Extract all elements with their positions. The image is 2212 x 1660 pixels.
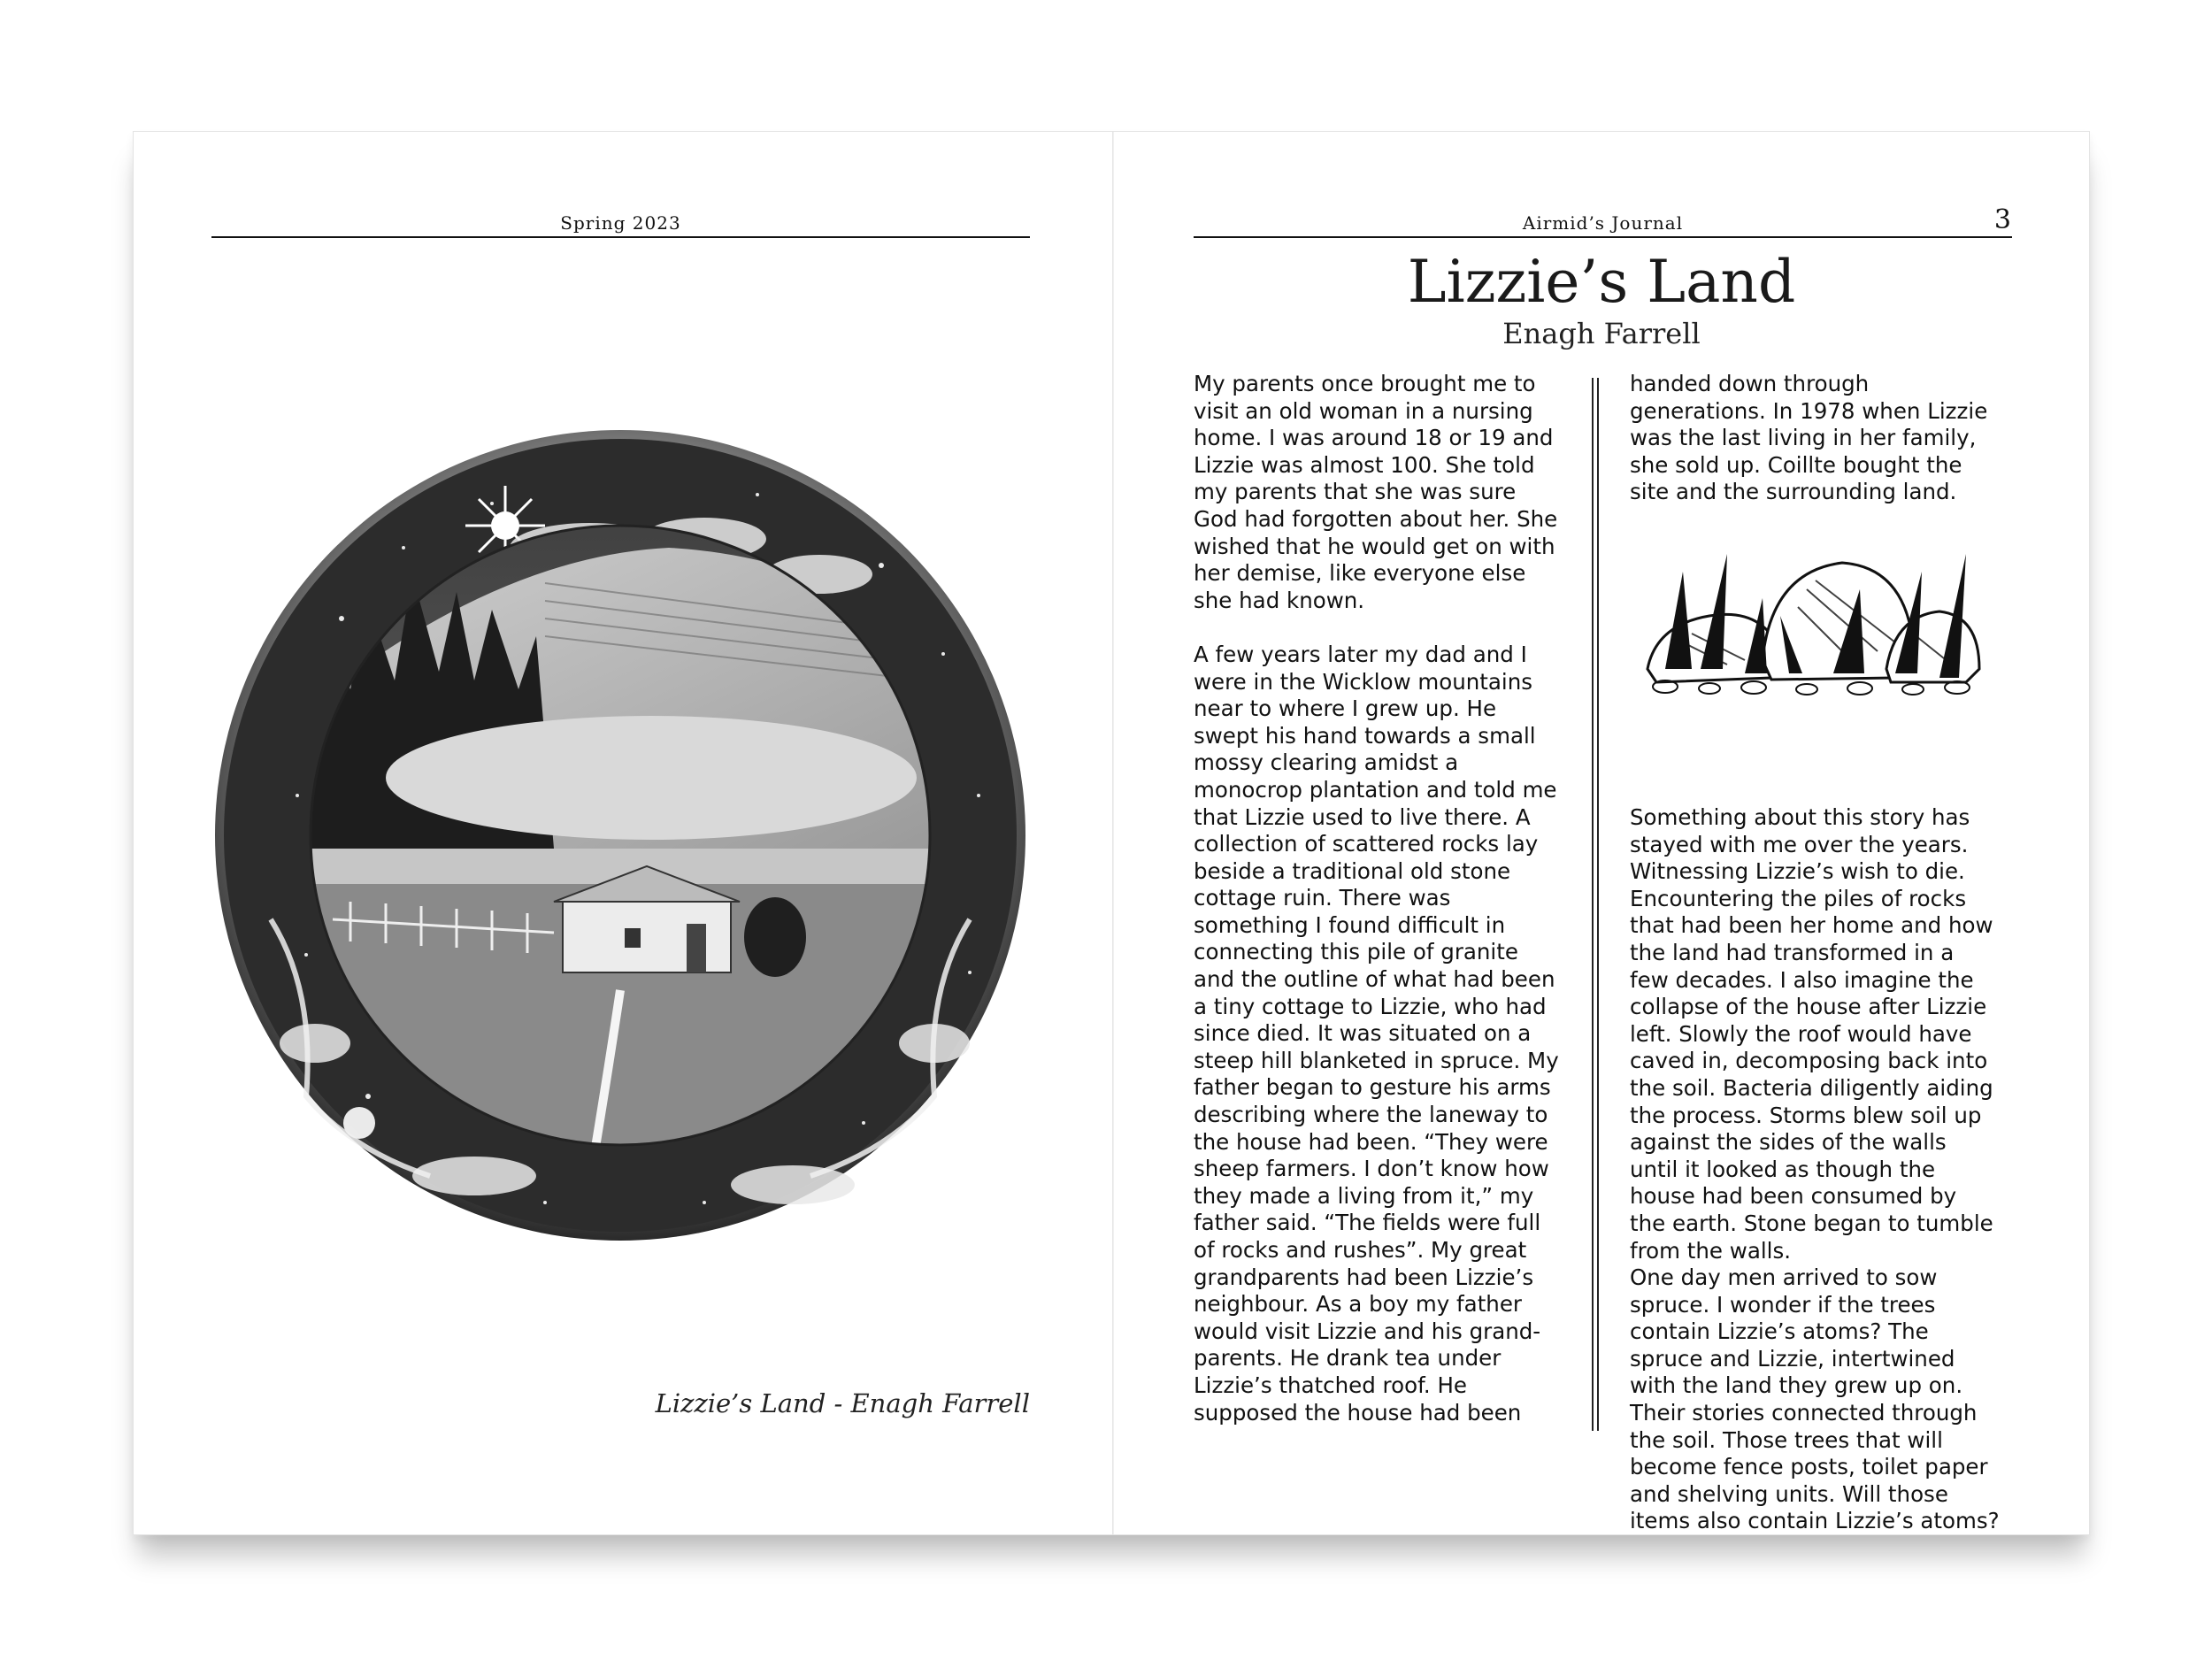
article-column-left	[1194, 371, 1574, 1426]
left-page	[134, 132, 1112, 1534]
paragraph: Something about this story has stayed with me over the years. Witnessing Lizzie’s wish to die. Encountering the piles of rocks that had been her home and how the land had transformed in a few decades. I also imagine the collapse of the house after Lizzie left. Slowly the roof would have caved in, decomposing back into the soil. Bacteria diligently aiding the process. Storms blew soil up against the sides of the walls until it looked as though the house had been consumed by the earth. Stone began to tumble from the walls.	[1630, 804, 1993, 1264]
article-author: Enagh Farrell	[1502, 317, 1701, 350]
rocks-and-grass-sketch-icon	[1630, 519, 1988, 696]
right-page	[1114, 132, 2089, 1534]
illustration-caption: Lizzie’s Land - Enagh Farrell	[655, 1388, 1030, 1418]
column-divider	[1592, 378, 1599, 1431]
running-head-right	[1194, 204, 2012, 238]
paragraph: One day men arrived to sow spruce. I wonder if the trees contain Lizzie’s atoms? The spruce and Lizzie, intertwined with the land they grew up on. Their stories connected through the soil. Those trees that will become fence posts, toilet paper and shelving units. Will those items also contain Lizzie’s atoms?	[1630, 1264, 2000, 1534]
running-head-left: Spring 2023	[211, 210, 1030, 238]
article-column-right-lower	[1630, 804, 2019, 1535]
page-number: 3	[1993, 204, 2012, 235]
journal-name: Airmid’s Journal	[1522, 212, 1684, 234]
paragraph: A few years later my dad and I were in the Wicklow mountains near to where I grew up. He swept his hand towards a small mossy clearing amidst a monocrop plantation and told me that Lizzie used to live there. A collection of scattered rocks lay beside a traditional old stone cottage ruin. There was something I found difficult in connecting this pile of granite and the outline of what had been a tiny cottage to Lizzie, who had since died. It was situated on a steep hill blanketed in spruce. My father began to gesture his arms describing where the laneway to the house had been. “They were sheep farmers. I don’t know how they made a living from it,” my father said. “The fields were full of rocks and rushes”. My great grandparents had been Lizzie’s neighbour. As a boy my father would visit Lizzie and his grand- parents. He drank tea under Lizzie’s thatched roof. He supposed the house had been	[1194, 641, 1559, 1426]
paragraph: handed down through generations. In 1978 when Lizzie was the last living in her family, she sold up. Coillte bought the site and the surrounding land.	[1630, 371, 1988, 505]
paragraph: My parents once brought me to visit an old woman in a nursing home. I was around 18 or 19 and Lizzie was almost 100. She told my parents that she was sure God had forgotten about her. She wished that he would get on with her demise, like everyone else she had known.	[1194, 371, 1558, 613]
article-column-right	[1630, 371, 2019, 506]
magazine-spread	[133, 131, 2090, 1535]
article-title: Lizzie’s Land	[1407, 248, 1796, 316]
circular-landscape-drawing-icon	[209, 424, 1032, 1247]
